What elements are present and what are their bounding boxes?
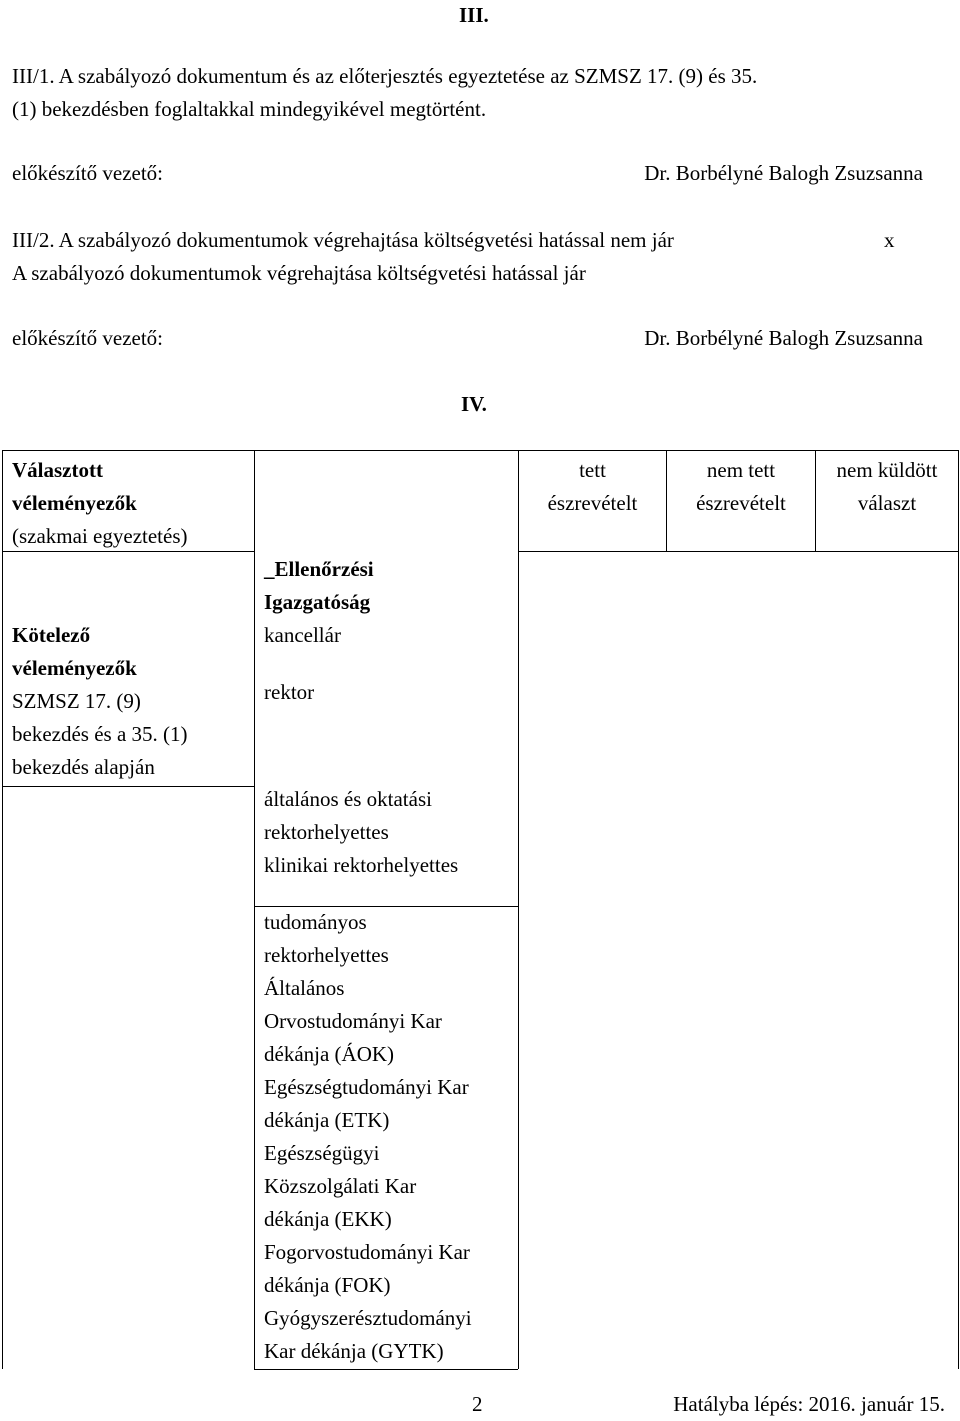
reviewer-line: Egészségtudományi Kar	[264, 1075, 469, 1099]
section3-heading: III.	[459, 3, 489, 27]
reviewer-line: Általános	[264, 976, 345, 1000]
reviewer-line: dékánja (ÁOK)	[264, 1042, 395, 1066]
preparer-label-1: előkészítő vezető:	[12, 161, 164, 185]
mandatory-label: Kötelező	[12, 623, 91, 647]
section3-item1-line2: (1) bekezdésben foglaltakkal mindegyikével megtörtént.	[12, 97, 487, 121]
header-no-remarks	[667, 454, 815, 520]
table-bottom-border-middle	[254, 1369, 518, 1370]
faculty-reviewers-cell	[264, 906, 472, 1368]
header-remarks-made-line1: tett	[579, 458, 606, 482]
audit-directorate-line2: Igazgatóság	[264, 590, 371, 614]
reviewer-line: Egészségügyi	[264, 1141, 380, 1165]
header-no-remarks-line2: észrevételt	[696, 491, 786, 515]
preparer-name-2: Dr. Borbélyné Balogh Zsuzsanna	[644, 326, 923, 350]
effective-date: Hatályba lépés: 2016. január 15.	[673, 1392, 945, 1416]
header-no-remarks-line1: nem tett	[706, 458, 776, 482]
section3-item2-line2: A szabályozó dokumentumok végrehajtása költségvetési hatással jár	[12, 261, 586, 285]
table-col-divider-1	[254, 450, 255, 1369]
header-remarks-made-line2: észrevételt	[547, 491, 638, 515]
mandatory-reviewers-label: véleményezők	[12, 656, 137, 680]
table-left-border	[2, 450, 3, 1369]
preparer-name-1: Dr. Borbélyné Balogh Zsuzsanna	[644, 161, 923, 185]
header-no-reply-line2: választ	[857, 491, 917, 515]
reviewer-line: dékánja (FOK)	[264, 1273, 391, 1297]
table-right-border	[958, 450, 959, 1369]
reviewer-line: dékánja (ETK)	[264, 1108, 390, 1132]
reviewer-chancellor: kancellár	[264, 623, 341, 647]
mandatory-reviewers-cell	[12, 619, 188, 784]
reviewer-line: rektorhelyettes	[264, 943, 389, 967]
header-remarks-made	[519, 454, 666, 520]
table-row-divider-left-2	[2, 786, 254, 787]
mandatory-basis-line3: bekezdés alapján	[12, 755, 155, 779]
header-professional-consultation: (szakmai egyeztetés)	[12, 524, 188, 548]
page-number: 2	[472, 1392, 483, 1416]
table-col-divider-2	[518, 450, 519, 1369]
header-reviewers-label: véleményezők	[12, 491, 137, 515]
reviewer-vice-rector-education-line1: általános és oktatási	[264, 787, 432, 811]
reviewer-line: dékánja (EKK)	[264, 1207, 392, 1231]
reviewer-vice-rector-education-line2: rektorhelyettes	[264, 820, 389, 844]
reviewer-line: Fogorvostudományi Kar	[264, 1240, 470, 1264]
mandatory-basis-line1: SZMSZ 17. (9)	[12, 689, 141, 713]
header-no-reply-line1: nem küldött	[836, 458, 938, 482]
reviewer-line: Orvostudományi Kar	[264, 1009, 442, 1033]
table-row-divider-right	[518, 551, 959, 552]
section4-heading: IV.	[461, 392, 487, 416]
section3-item2-line1: III/2. A szabályozó dokumentumok végrehajtása költségvetési hatással nem jár	[12, 228, 674, 252]
reviewer-line: Közszolgálati Kar	[264, 1174, 417, 1198]
header-elected-label: Választott	[12, 458, 103, 482]
mandatory-basis-line2: bekezdés és a 35. (1)	[12, 722, 188, 746]
reviewer-line: Gyógyszerésztudományi	[264, 1306, 472, 1330]
header-no-reply	[816, 454, 958, 520]
preparer-label-2: előkészítő vezető:	[12, 326, 164, 350]
reviewer-line: tudományos	[264, 910, 367, 934]
no-budget-impact-mark: x	[884, 228, 895, 252]
reviewer-vice-rector-clinical: klinikai rektorhelyettes	[264, 853, 459, 877]
reviewer-line: Kar dékánja (GYTK)	[264, 1339, 444, 1363]
reviewer-rector: rektor	[264, 680, 315, 704]
section3-item1-line1: III/1. A szabályozó dokumentum és az előterjesztés egyeztetése az SZMSZ 17. (9) és 35.	[12, 64, 758, 88]
audit-directorate-line1: _Ellenőrzési	[264, 557, 374, 581]
